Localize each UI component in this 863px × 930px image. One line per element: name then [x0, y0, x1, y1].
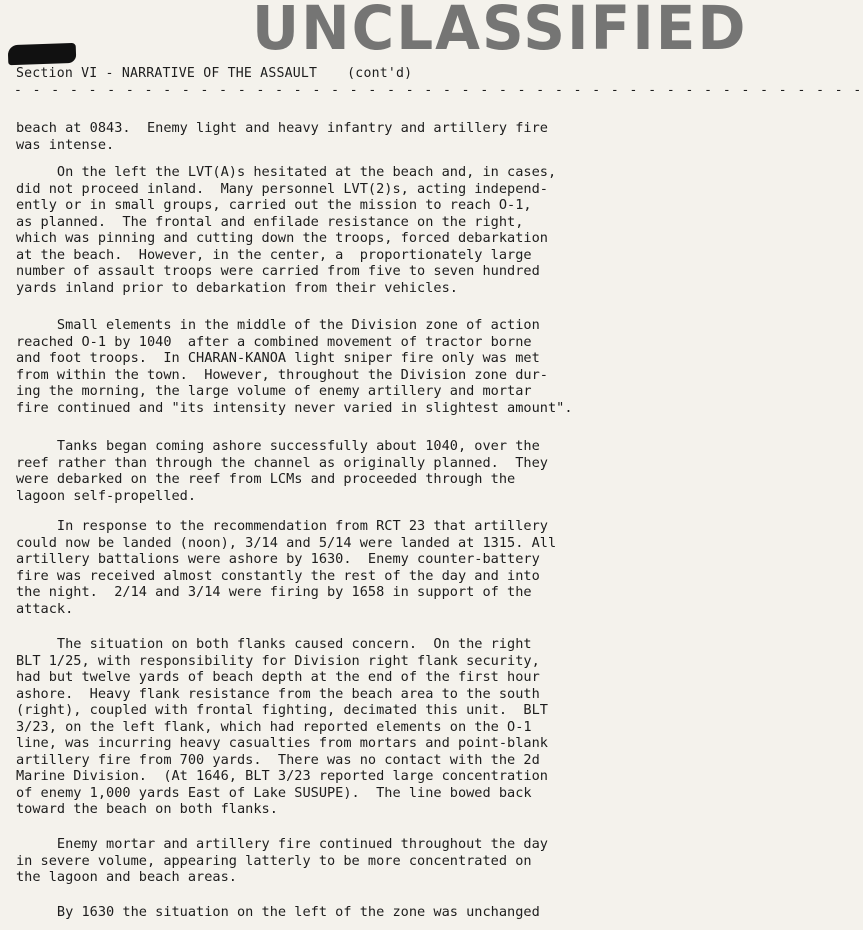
- redaction-mark: [8, 43, 77, 65]
- unclassified-stamp: UNCLASSIFIED: [252, 0, 748, 64]
- paragraph: In response to the recommendation from RCT 23 that artillery could now be landed (noon), 3/14 and 5/14 were landed at 1315. All artillery battalions were ashore by 1630. Enemy counter-battery fire was received almost constantly the rest of the day and into the night. 2/14 and 3/14 were firing by 1658 in support of the attack.: [16, 518, 557, 617]
- continued-note: (cont'd): [347, 66, 413, 81]
- paragraph: Small elements in the middle of the Division zone of action reached O-1 by 1040 after a combined movement of tractor borne and foot troops. In CHARAN-KANOA light sniper fire only was met from within the town. However, throughout the Division zone dur- ing the morning, the large volume of enemy artillery and mortar fire continued and "its intensity never varied in slightest amount".: [16, 317, 573, 416]
- paragraph: Tanks began coming ashore successfully about 1040, over the reef rather than through the channel as originally planned. They were debarked on the reef from LCMs and proceeded through the lagoon self-propelled.: [16, 438, 548, 504]
- dashed-rule: - - - - - - - - - - - - - - - - - - - - - - - - - - - - - - - - - - - - - - - - - - - - - -: [14, 83, 863, 98]
- section-header: [16, 66, 412, 81]
- section-title: Section VI - NARRATIVE OF THE ASSAULT: [16, 66, 318, 81]
- paragraph: Enemy mortar and artillery fire continued throughout the day in severe volume, appearing latterly to be more concentrated on the lagoon and beach areas.: [16, 836, 548, 885]
- paragraph: On the left the LVT(A)s hesitated at the beach and, in cases, did not proceed inland. Many personnel LVT(2)s, acting independ- ently or in small groups, carried out the mission to reach O-1, as planned. The frontal and enfilade resistance on the right, which was pinning and cutting down the troops, forced debarkation at the beach. However, in the center, a proportionately large number of assault troops were carried from five to seven hundred yards inland prior to debarkation from their vehicles.: [16, 164, 557, 296]
- paragraph: By 1630 the situation on the left of the zone was unchanged: [16, 904, 540, 920]
- paragraph: The situation on both flanks caused concern. On the right BLT 1/25, with responsibility for Division right flank security, had but twelve yards of beach depth at the end of the first hour ashore. Heavy flank resistance from the beach area to the south (right), coupled with frontal fighting, decimated this unit. BLT 3/23, on the left flank, which had reported elements on the O-1 line, was incurring heavy casualties from mortars and point-blank artillery fire from 700 yards. There was no contact with the 2d Marine Division. (At 1646, BLT 3/23 reported large concentration of enemy 1,000 yards East of Lake SUSUPE). The line bowed back toward the beach on both flanks.: [16, 636, 548, 817]
- paragraph: beach at 0843. Enemy light and heavy infantry and artillery fire was intense.: [16, 120, 548, 153]
